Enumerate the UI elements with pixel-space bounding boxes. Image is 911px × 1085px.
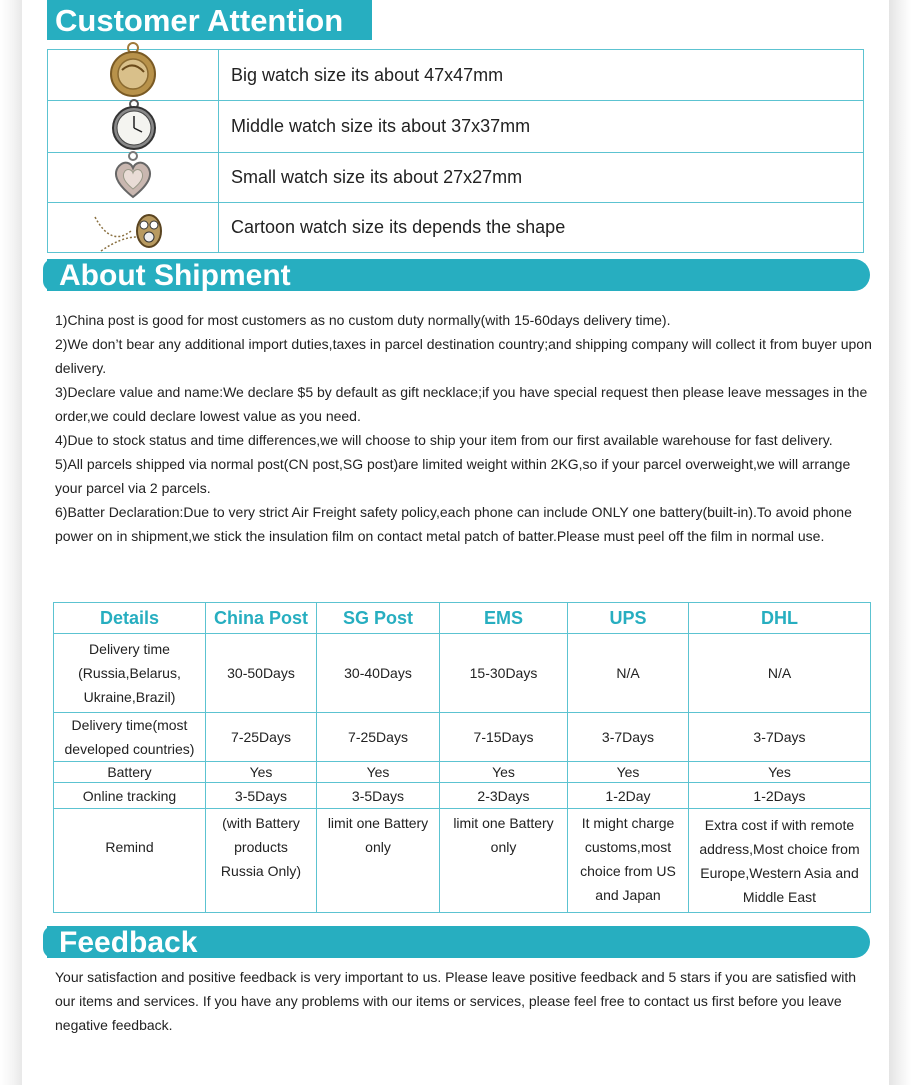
header-details: Details — [54, 603, 206, 634]
table-cell: 1-2Day — [568, 783, 689, 809]
table-row — [54, 809, 871, 913]
feedback-text: Your satisfaction and positive feedback is very important to us. Please leave positive feedback and 5 stars if you are satisfied with our items and services. If you have any problems with our items or services, please feel free to contact us first before you leave negative feedback. — [55, 969, 857, 1033]
watch-image-cell — [48, 101, 219, 153]
header-china-post: China Post — [206, 603, 317, 634]
table-cell: 1-2Days — [689, 783, 871, 809]
table-cell: Yes — [689, 762, 871, 783]
table-cell: limit one Battery only — [440, 809, 568, 913]
row-label: Remind — [54, 809, 206, 913]
owl-cartoon-watch-icon — [91, 207, 171, 253]
header-sg-post: SG Post — [317, 603, 440, 634]
product-info-page — [22, 0, 889, 1085]
table-cell: 3-5Days — [317, 783, 440, 809]
table-row — [54, 783, 871, 809]
watch-image-cell — [48, 203, 219, 253]
heart-pocket-watch-icon — [111, 151, 155, 201]
watch-size-row — [48, 203, 864, 253]
table-cell: Yes — [206, 762, 317, 783]
watch-size-table — [47, 49, 864, 253]
table-row — [54, 713, 871, 762]
table-cell: N/A — [689, 634, 871, 713]
table-cell: 30-50Days — [206, 634, 317, 713]
watch-size-row — [48, 153, 864, 203]
about-shipment-title: About Shipment — [47, 259, 870, 291]
table-cell: Extra cost if with remote address,Most choice from Europe,Western Asia and Middle East — [689, 809, 871, 913]
table-cell: 3-7Days — [568, 713, 689, 762]
watch-image-cell — [48, 50, 219, 101]
table-cell: 30-40Days — [317, 634, 440, 713]
customer-attention-title: Customer Attention — [47, 0, 372, 40]
table-row — [54, 762, 871, 783]
feedback-title: Feedback — [47, 926, 870, 958]
table-cell: Yes — [440, 762, 568, 783]
shipment-paragraph: 4)Due to stock status and time differences,we will choose to ship your item from our first available warehouse for fast delivery. — [55, 432, 833, 448]
shipment-paragraph: 1)China post is good for most customers as no custom duty normally(with 15-60days delivery time). — [55, 312, 671, 328]
table-cell: 7-25Days — [206, 713, 317, 762]
header-dhl: DHL — [689, 603, 871, 634]
table-header-row — [54, 603, 871, 634]
table-cell: Yes — [568, 762, 689, 783]
watch-size-text: Cartoon watch size its depends the shape — [219, 203, 864, 253]
watch-size-text: Small watch size its about 27x27mm — [219, 153, 864, 203]
table-row — [54, 634, 871, 713]
row-label: Online tracking — [54, 783, 206, 809]
table-cell: It might charge customs,most choice from US and Japan — [568, 809, 689, 913]
watch-size-text: Middle watch size its about 37x37mm — [219, 101, 864, 153]
row-label: Delivery time (Russia,Belarus, Ukraine,Brazil) — [54, 634, 206, 713]
table-cell: limit one Battery only — [317, 809, 440, 913]
table-cell: 15-30Days — [440, 634, 568, 713]
table-cell: (with Battery products Russia Only) — [206, 809, 317, 913]
watch-size-row — [48, 50, 864, 101]
table-cell: 2-3Days — [440, 783, 568, 809]
left-frame-shadow — [0, 0, 22, 1085]
table-cell: 3-7Days — [689, 713, 871, 762]
right-frame-shadow — [889, 0, 911, 1085]
shipment-policy-text — [55, 308, 875, 548]
watch-image-cell — [48, 153, 219, 203]
watch-size-text: Big watch size its about 47x47mm — [219, 50, 864, 101]
bronze-pocket-watch-icon — [108, 40, 158, 98]
shipping-comparison-table — [53, 602, 871, 913]
table-cell: 7-15Days — [440, 713, 568, 762]
header-ups: UPS — [568, 603, 689, 634]
shipment-paragraph: 2)We don’t bear any additional import duties,taxes in parcel destination country;and shipping company will collect it from buyer upon delivery. — [55, 336, 872, 376]
table-cell: 3-5Days — [206, 783, 317, 809]
watch-size-row — [48, 101, 864, 153]
row-label: Battery — [54, 762, 206, 783]
shipment-paragraph: 3)Declare value and name:We declare $5 by default as gift necklace;if you have special request then please leave messages in the order,we could declare lowest value as you need. — [55, 384, 868, 424]
header-ems: EMS — [440, 603, 568, 634]
shipment-paragraph: 5)All parcels shipped via normal post(CN post,SG post)are limited weight within 2KG,so if your parcel overweight,we will arrange your parcel via 2 parcels. — [55, 456, 851, 496]
table-cell: Yes — [317, 762, 440, 783]
shipment-paragraph: 6)Batter Declaration:Due to very strict Air Freight safety policy,each phone can include ONLY one battery(built-in).To avoid phone power on in shipment,we stick the insulation film on contact metal patch of batter.Please must peel off the film in normal use. — [55, 504, 852, 544]
table-cell: 7-25Days — [317, 713, 440, 762]
silver-pocket-watch-icon — [111, 99, 157, 151]
table-cell: N/A — [568, 634, 689, 713]
row-label: Delivery time(most developed countries) — [54, 713, 206, 762]
